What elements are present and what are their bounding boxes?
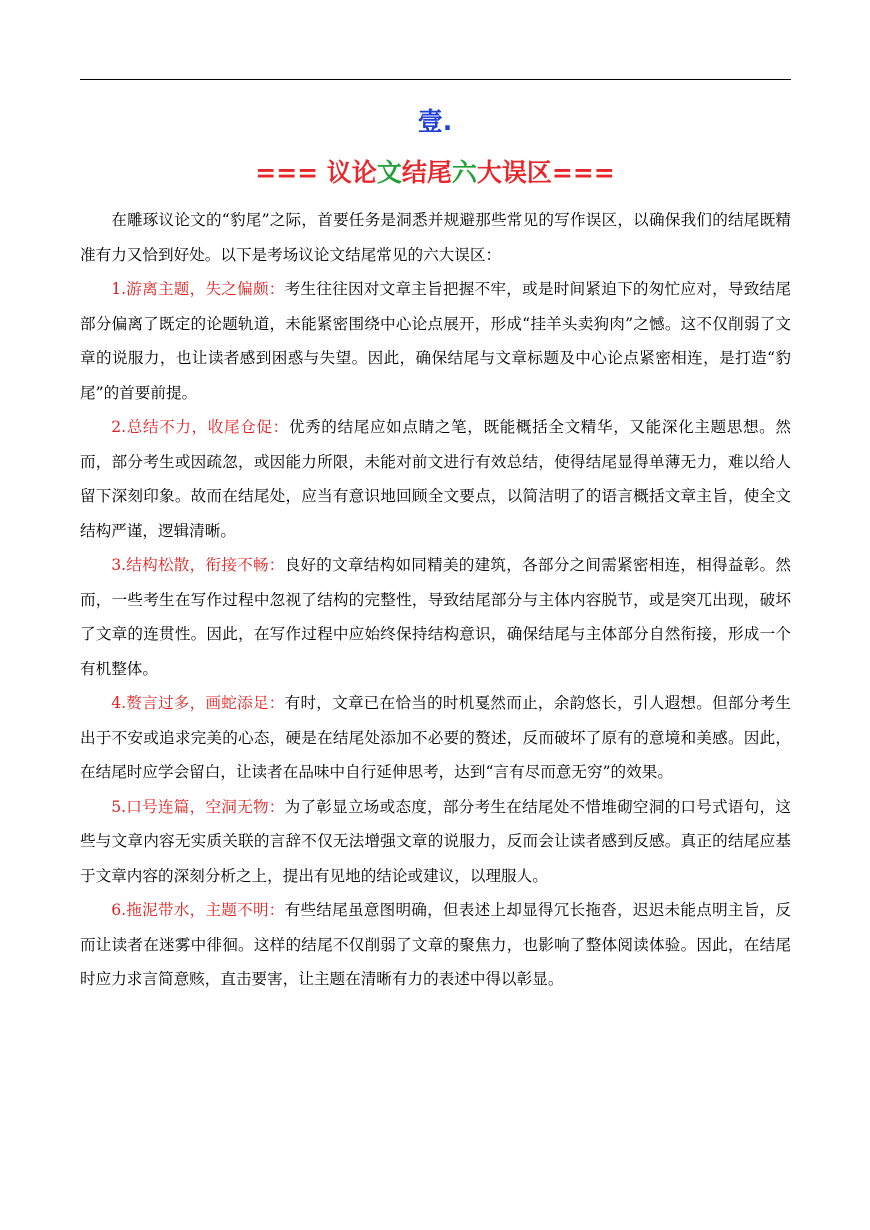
- pitfall-title: 2.总结不力，收尾仓促：: [111, 418, 289, 436]
- title-part: ===: [551, 158, 615, 187]
- pitfall-body: 有些结尾虽意图明确，但表述上却显得冗长拖沓，迟迟未能点明主旨，反而让读者在迷雾中徘徊。这样的结尾不仅削弱了文章的聚焦力，也影响了整体阅读体验。因此，在结尾时应力求言简意赅，直击要害，让主题在清晰有力的表述中得以彰显。: [80, 901, 791, 988]
- pitfall-body: 良好的文章结构如同精美的建筑，各部分之间需紧密相连，相得益彰。然而，一些考生在写作过程中忽视了结构的完整性，导致结尾部分与主体内容脱节，或是突兀出现，破坏了文章的连贯性。因此，在写作过程中应始终保持结构意识，确保结尾与主体部分自然衔接，形成一个有机整体。: [80, 556, 791, 678]
- title-part: 误区: [501, 158, 552, 187]
- title-part: 结: [401, 158, 427, 187]
- title-part: 尾: [426, 158, 452, 187]
- pitfall-body: 有时，文章已在恰当的时机戛然而止，余韵悠长，引人遐想。但部分考生出于不安或追求完美的心态，硬是在结尾处添加不必要的赘述，反而破坏了原有的意境和美感。因此，在结尾时应学会留白，让读者在品味中自行延伸思考，达到“言有尽而意无穷”的效果。: [80, 694, 791, 781]
- title-part: 大: [476, 158, 502, 187]
- header-divider: [80, 79, 791, 80]
- pitfall-body: 为了彰显立场或态度，部分考生在结尾处不惜堆砌空洞的口号式语句，这些与文章内容无实质关联的言辞不仅无法增强文章的说服力，反而会让读者感到反感。真正的结尾应基于文章内容的深刻分析之上，提出有见地的结论或建议，以理服人。: [80, 797, 791, 885]
- pitfall-body: 考生往往因对文章主旨把握不牢，或是时间紧迫下的匆忙应对，导致结尾部分偏离了既定的论题轨道，未能紧密围绕中心论点展开，形成“挂羊头卖狗肉”之憾。这不仅削弱了文章的说服力，也让读者感到困惑与失望。因此，确保结尾与文章标题及中心论点紧密相连，是打造“豹尾”的首要前提。: [80, 280, 791, 402]
- title-part: 六: [451, 158, 477, 187]
- title-part: 议论: [326, 158, 377, 187]
- intro-paragraph: 在雕琢议论文的“豹尾”之际，首要任务是洞悉并规避那些常见的写作误区，以确保我们的结尾既精准有力又恰到好处。以下是考场议论文结尾常见的六大误区：: [80, 211, 791, 264]
- pitfall-paragraph: [80, 686, 791, 790]
- pitfall-title: 3.结构松散，衔接不畅：: [111, 556, 285, 574]
- pitfall-paragraph: [80, 548, 791, 686]
- pitfall-paragraph: [80, 790, 791, 894]
- pitfall-paragraph: [80, 272, 791, 410]
- pitfall-title: 6.拖泥带水，主题不明：: [111, 901, 285, 919]
- pitfall-body: 优秀的结尾应如点睛之笔，既能概括全文精华，又能深化主题思想。然而，部分考生或因疏忽，或因能力所限，未能对前文进行有效总结，使得结尾显得单薄无力，难以给人留下深刻印象。故而在结尾处，应当有意识地回顾全文要点，以简洁明了的语言概括文章主旨，使全文结构严谨，逻辑清晰。: [80, 418, 791, 540]
- pitfall-paragraph: [80, 893, 791, 997]
- article-body: [80, 203, 791, 997]
- pitfall-title: 5.口号连篇，空洞无物：: [111, 797, 285, 816]
- section-number-heading: 壹.: [417, 107, 453, 136]
- title-part: 文: [376, 158, 402, 187]
- section-title-heading: [0, 157, 870, 189]
- pitfall-paragraph: [80, 410, 791, 548]
- title-part: ===: [255, 158, 327, 187]
- pitfall-title: 4.赘言过多，画蛇添足：: [111, 694, 285, 712]
- pitfall-title: 1.游离主题，失之偏颇：: [111, 280, 285, 298]
